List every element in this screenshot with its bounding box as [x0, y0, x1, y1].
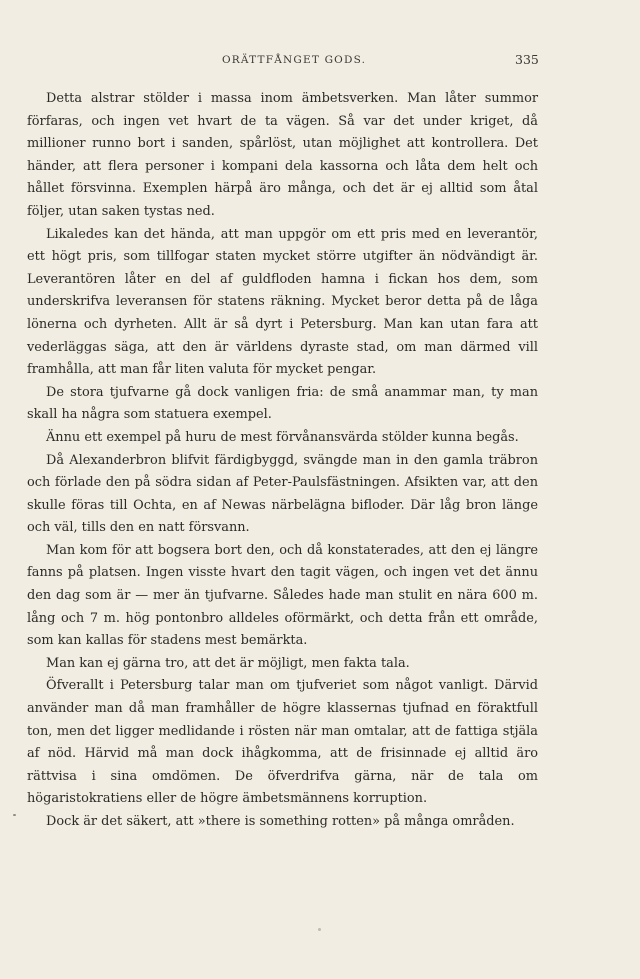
paragraph: Detta alstrar stölder i massa inom ämbetsverken. Man låter summor förfaras, och ingen vet hvart de ta vägen. Så var det under kriget, då millioner runno bort i sanden, spårlöst, utan möjlighet att kontrollera. Det händer, att flera personer i kompani dela kassorna och låta dem helt och hållet försvinna. Exemplen härpå äro många, och det är ej alltid som åtal följer, utan saken tystas ned. — [27, 91, 538, 219]
paragraph: Likaledes kan det hända, att man uppgör om ett pris med en leverantör, ett högt pris, som tillfogar staten mycket större utgifter än nödvändigt är. Leverantören låter en del af guldfloden hamna i fickan hos dem, som underskrifva leveransen för statens räkning. Mycket beror detta på de låga lönerna och dyrheten. Allt är så dyrt i Petersburg. Man kan utan fara att vederläggas säga, att den är världens dyraste stad, om man därmed vill framhålla, att man får liten valuta för mycket pengar. — [27, 226, 538, 378]
paper-speck — [13, 814, 16, 816]
paragraph: Dock är det säkert, att »there is something rotten» på många områden. — [46, 814, 515, 829]
paragraph: Man kom för att bogsera bort den, och då konstaterades, att den ej längre fanns på platsen. Ingen visste hvart den tagit vägen, och ingen vet det ännu den dag som är — mer än tjufvarne. Således hade man stulit en nära 600 m. lång och 7 m. hög pontonbro alldeles oförmärkt, och detta från ett område, som kan kallas för stadens mest bemärkta. — [27, 542, 538, 649]
page-header — [0, 54, 640, 74]
paragraph: Man kan ej gärna tro, att det är möjligt, men fakta tala. — [46, 655, 410, 671]
paragraph: De stora tjufvarne gå dock vanligen fria: de små anammar man, ty man skall ha några som statuera exempel. — [27, 384, 538, 423]
paragraph: Öfverallt i Petersburg talar man om tjufveriet som något vanligt. Därvid använder man då man framhåller de högre klassernas tjufnad en föraktfull ton, men det ligger medlidande i rösten när man omtalar, att de fattiga stjäla af nöd. Härvid må man dock ihågkomma, att de frisinnade ej alltid äro rättvisa i sina omdömen. De öfverdrifva gärna, när de tala om högaristokratiens eller de högre ämbetsmännens korruption. — [27, 678, 538, 807]
paragraph: Ännu ett exempel på huru de mest förvånansvärda stölder kunna begås. — [46, 429, 519, 445]
paragraph: Då Alexanderbron blifvit färdigbyggd, svängde man in den gamla träbron och förlade den på södra sidan af Peter-Paulsfästningen. Afsikten var, att den skulle föras till Ochta, en af Newas närbelägna bifloder. Där låg bron länge och väl, tills den en natt försvann. — [27, 452, 538, 536]
body-text — [27, 88, 538, 834]
running-title: ORÄTTFÅNGET GODS. — [222, 54, 367, 66]
page-number: 335 — [515, 52, 539, 67]
paper-speck — [318, 928, 321, 931]
